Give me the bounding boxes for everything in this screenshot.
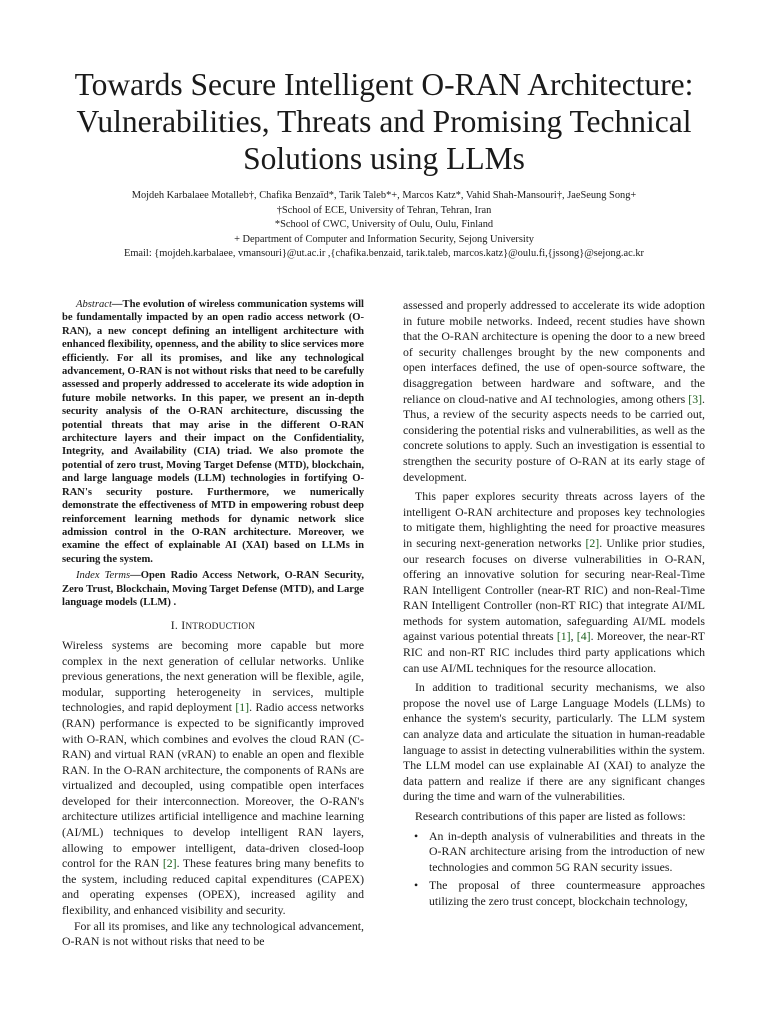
abstract bbox=[62, 298, 364, 566]
index-terms bbox=[62, 569, 364, 609]
text-run: , bbox=[570, 629, 577, 644]
list-item bbox=[403, 878, 705, 909]
citation-link[interactable]: [1] bbox=[556, 629, 571, 644]
citation-link[interactable]: [4] bbox=[576, 629, 591, 644]
text-run: . Thus, a review of the security aspects needs to be carried out, considering the potential risks and vulnerabilities, as well as the concrete solutions to apply. Such an investigation is essential to strengthen the security posture of O-RAN at its early stage of development. bbox=[403, 391, 705, 484]
text-run: This paper explores security threats across layers of the intelligent O-RAN architecture and proposes key technologies to mitigate them, highlighting the need for proactive measures in securing next-generation networks bbox=[403, 489, 705, 550]
section-number: I. bbox=[170, 618, 182, 633]
bullet-icon: • bbox=[414, 828, 419, 843]
intro-paragraph-2-cont bbox=[403, 298, 705, 485]
citation-link[interactable]: [2] bbox=[162, 856, 177, 871]
section-heading-introduction bbox=[62, 618, 364, 636]
text-run: . These features bring many benefits to the system, including reduced capital expenditures (CAPEX) and operating expenses (OPEX), increased agility and flexibility, and enhanced visibility and security. bbox=[62, 856, 364, 918]
affiliation-oulu: *School of CWC, University of Oulu, Oulu, Finland bbox=[274, 219, 494, 231]
author-names: Mojdeh Karbalaee Motalleb†, Chafika Benzaïd*, Tarik Taleb*+, Marcos Katz*, Vahid Shah-Mansouri†, JaeSeung Song+ bbox=[131, 190, 637, 201]
citation-link[interactable]: [2] bbox=[585, 535, 600, 550]
intro-paragraph-1 bbox=[62, 638, 364, 919]
text-run: assessed and properly addressed to accelerate its wide adoption in future mobile networks. Indeed, recent studies have shown that the O-RAN architecture is opening the door to a new breed of security challenges brought by the new components and open interfaces defined, the use of open-source software, the disaggregation between hardware and software, and the reliance on cloud-native and AI technologies, among others bbox=[403, 298, 705, 406]
list-item bbox=[403, 829, 705, 876]
title-line: Solutions using LLMs bbox=[243, 141, 525, 176]
section-initial: I bbox=[181, 618, 186, 633]
list-item-text: The proposal of three countermeasure approaches utilizing the zero trust concept, blockchain technology, bbox=[429, 878, 705, 908]
index-terms-label: Index Terms bbox=[76, 570, 131, 582]
list-item-text: An in-depth analysis of vulnerabilities and threats in the O-RAN architecture arising from the introduction of new technologies and common 5G RAN security issues. bbox=[429, 828, 705, 874]
right-column bbox=[403, 298, 705, 913]
affiliation-tehran: †School of ECE, University of Tehran, Tehran, Iran bbox=[276, 204, 492, 216]
text-run: . Unlike prior studies, our research focuses on diverse vulnerabilities in O-RAN, offering an innovative solution for securing near-Real-Time RAN Intelligent Controller (near-RT RIC) and non-Real-Time RAN Intelligent Controller (non-RT RIC) that integrate AI/ML methods for system automation, safeguarding AI/ML models against various potential threats bbox=[403, 535, 705, 644]
contributions-list bbox=[403, 829, 705, 910]
affiliation-sejong: + Department of Computer and Information Security, Sejong University bbox=[234, 233, 534, 245]
paper-title bbox=[40, 66, 728, 177]
text-run: . Moreover, the near-RT RIC and non-RT RIC includes third party applications which can use AI/ML techniques for the resource allocation. bbox=[403, 629, 705, 675]
title-line: Vulnerabilities, Threats and Promising Technical bbox=[76, 104, 692, 139]
citation-link[interactable]: [3] bbox=[688, 391, 703, 406]
intro-paragraph-2: For all its promises, and like any technological advancement, O-RAN is not without risks that need to be bbox=[62, 918, 364, 949]
text-run: Wireless systems are becoming more capable but more complex in the next generation of cellular networks. Unlike previous generations, the next generation will be flexible, agile, modular, supporting heterogeneity in services, multiple technologies, and rapid deployment bbox=[62, 637, 364, 715]
text-run: . Radio access networks (RAN) performance is expected to be significantly improved with O-RAN, which combines and evolves the cloud RAN (C-RAN) and virtual RAN (vRAN) to enable an open and flexible RAN. In the O-RAN architecture, the components of RANs are virtualized and decoupled, using compatible open interfaces developed for their interconnection. Moreover, the O-RAN's architecture utilizes artificial intelligence and machine learning (AI/ML) techniques to develop intelligent RAN layers, allowing to empower intelligent, data-driven closed-loop control for the RAN bbox=[62, 700, 364, 871]
citation-link[interactable]: [1] bbox=[235, 700, 250, 715]
left-column bbox=[62, 298, 364, 950]
bullet-icon: • bbox=[414, 878, 419, 893]
index-terms-text: —Open Radio Access Network, O-RAN Security, Zero Trust, Blockchain, Moving Target Defense (MTD), and Large language models (LLM) . bbox=[62, 570, 364, 608]
intro-paragraph-4: In addition to traditional security mechanisms, we also propose the novel use of Large Language Models (LLMs) to enhance the system's security, particularly. The LLM system can analyze data and articulate the situation in human-readable language to assist in detecting vulnerabilities within the system. The LLM model can use explainable AI (XAI) to analyze the data pattern and realize if there are any significant changes during the time and warn of the vulnerabilities. bbox=[403, 680, 705, 804]
abstract-text: —The evolution of wireless communication systems will be fundamentally impacted by an open radio access network (O-RAN), a new concept defining an intelligent architecture with enhanced flexibility, openness, and the ability to slice services more efficiently. For all its promises, and like any technological advancement, O-RAN is not without risks that need to be carefully assessed and properly addressed to accelerate its wide adoption in future mobile networks. In this paper, we present an in-depth security analysis of the O-RAN architecture, discussing the potential threats that may arise in the different O-RAN architecture layers and their impact on the Confidentiality, Integrity, and Availability (CIA) triad. We also promote the potential of zero trust, Moving Target Defense (MTD), blockchain, and large language models (LLM) technologies in fortifying O-RAN's security posture. Furthermore, we numerically demonstrate the effectiveness of MTD in empowering robust deep reinforcement learning methods for dynamic network slice admission control in the O-RAN architecture. Moreover, we examine the effect of explainable AI (XAI) based on LLMs in securing the system. bbox=[62, 299, 365, 565]
title-line: Towards Secure Intelligent O-RAN Architecture: bbox=[74, 67, 694, 102]
contributions-lead: Research contributions of this paper are listed as follows: bbox=[415, 809, 686, 823]
abstract-label: Abstract bbox=[76, 299, 112, 310]
intro-paragraph-3 bbox=[403, 489, 705, 676]
section-rest: NTRODUCTION bbox=[185, 622, 256, 633]
author-emails: Email: {mojdeh.karbalaee, vmansouri}@ut.ac.ir ,{chafika.benzaid, tarik.taleb, marcos.katz}@oulu.fi,{jssong}@sejong.ac.kr bbox=[124, 248, 644, 260]
author-block bbox=[20, 189, 748, 262]
